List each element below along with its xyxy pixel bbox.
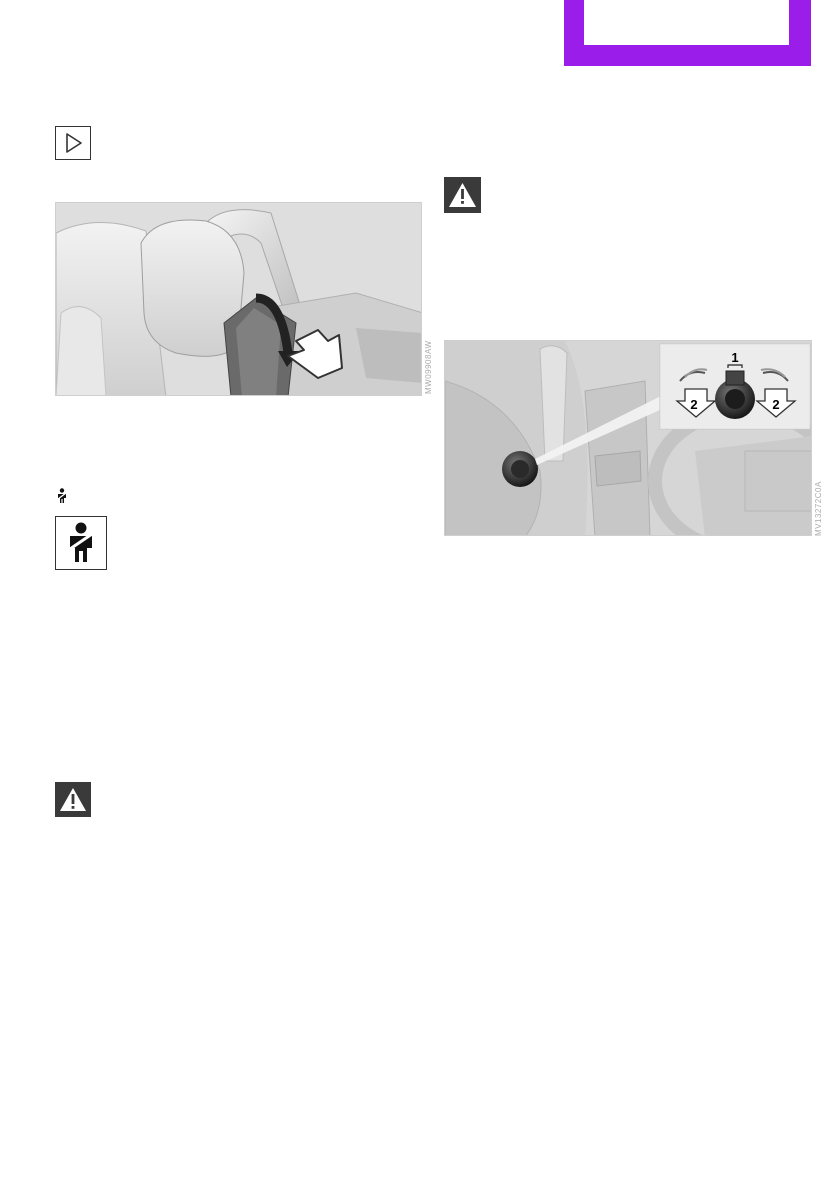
mirror-figure-code: MV13272C0A [814, 481, 823, 536]
seatbelt-person-icon [55, 488, 69, 504]
seatbelt-person-icon [55, 516, 107, 570]
headrest-illustration [56, 203, 422, 396]
mirror-control-figure [444, 340, 812, 536]
warning-triangle-icon [444, 177, 481, 213]
chapter-tab-marker [564, 0, 811, 66]
warning-triangle-icon [55, 782, 91, 817]
chapter-tab-marker-inner [584, 0, 789, 45]
headrest-figure [55, 202, 422, 396]
callout-2-left: 2 [690, 397, 698, 412]
callout-1: 1 [731, 350, 739, 365]
headrest-figure-code: MW09908AW [424, 340, 433, 394]
play-triangle-icon [55, 126, 91, 160]
callout-2-right: 2 [772, 397, 780, 412]
mirror-control-illustration [445, 341, 812, 536]
